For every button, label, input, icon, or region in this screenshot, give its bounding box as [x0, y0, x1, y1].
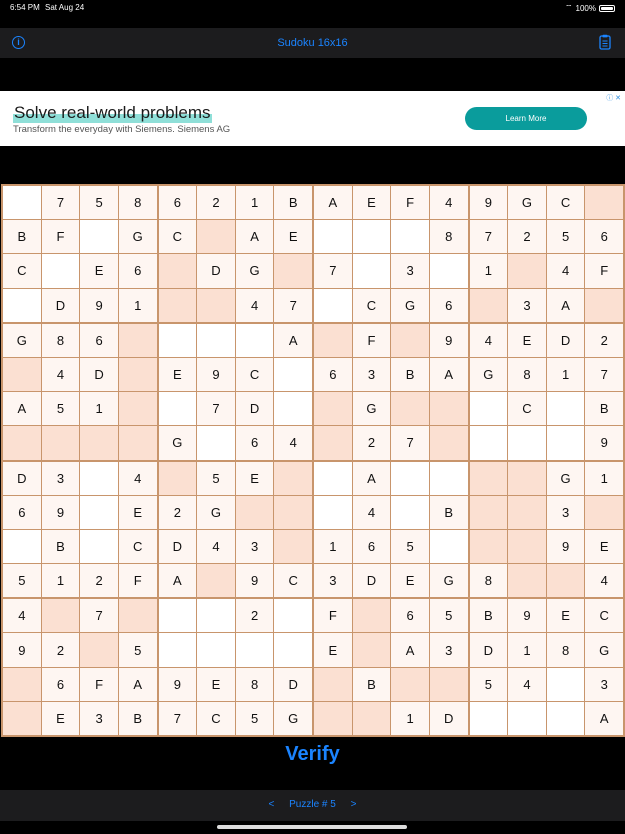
sudoku-cell[interactable]	[80, 633, 118, 666]
sudoku-cell[interactable]: 7	[274, 289, 312, 322]
sudoku-cell[interactable]: G	[197, 496, 235, 529]
sudoku-cell[interactable]: F	[391, 186, 429, 219]
sudoku-cell[interactable]: C	[159, 220, 197, 253]
sudoku-cell[interactable]: 2	[353, 426, 391, 459]
sudoku-cell[interactable]	[159, 462, 197, 495]
sudoku-cell[interactable]: 2	[42, 633, 80, 666]
sudoku-cell[interactable]	[274, 633, 312, 666]
sudoku-cell[interactable]: B	[119, 702, 157, 735]
sudoku-cell[interactable]: F	[585, 254, 623, 287]
sudoku-cell[interactable]: 5	[42, 392, 80, 425]
sudoku-cell[interactable]: 9	[585, 426, 623, 459]
sudoku-cell[interactable]: D	[547, 324, 585, 357]
sudoku-cell[interactable]: 9	[547, 530, 585, 563]
sudoku-cell[interactable]: 1	[314, 530, 352, 563]
sudoku-cell[interactable]: 4	[197, 530, 235, 563]
sudoku-cell[interactable]: 5	[391, 530, 429, 563]
sudoku-cell[interactable]: E	[197, 668, 235, 701]
sudoku-cell[interactable]	[391, 392, 429, 425]
sudoku-cell[interactable]: 1	[236, 186, 274, 219]
sudoku-cell[interactable]: 3	[391, 254, 429, 287]
sudoku-cell[interactable]	[3, 186, 41, 219]
sudoku-cell[interactable]: 6	[159, 186, 197, 219]
sudoku-cell[interactable]: 7	[197, 392, 235, 425]
sudoku-cell[interactable]: A	[547, 289, 585, 322]
sudoku-cell[interactable]	[3, 426, 41, 459]
sudoku-cell[interactable]: 5	[430, 599, 468, 632]
sudoku-cell[interactable]	[353, 599, 391, 632]
sudoku-cell[interactable]: 9	[508, 599, 546, 632]
sudoku-cell[interactable]: 5	[80, 186, 118, 219]
sudoku-cell[interactable]: C	[236, 358, 274, 391]
sudoku-cell[interactable]	[159, 599, 197, 632]
status-bar	[0, 0, 625, 16]
puzzle-label: Puzzle # 5	[289, 799, 336, 810]
sudoku-cell[interactable]: 8	[547, 633, 585, 666]
sudoku-cell[interactable]: G	[391, 289, 429, 322]
sudoku-cell[interactable]	[470, 289, 508, 322]
sudoku-cell[interactable]: 2	[197, 186, 235, 219]
sudoku-cell[interactable]: 4	[119, 462, 157, 495]
sudoku-cell[interactable]: 9	[3, 633, 41, 666]
verify-button[interactable]: Verify	[285, 743, 340, 765]
sudoku-cell[interactable]: A	[391, 633, 429, 666]
sudoku-cell[interactable]: 3	[508, 289, 546, 322]
sudoku-cell[interactable]: D	[80, 358, 118, 391]
sudoku-cell[interactable]: F	[80, 668, 118, 701]
sudoku-cell[interactable]: 7	[159, 702, 197, 735]
clipboard-icon[interactable]	[599, 34, 611, 50]
sudoku-cell[interactable]: D	[197, 254, 235, 287]
sudoku-cell[interactable]: D	[470, 633, 508, 666]
sudoku-cell[interactable]: 6	[236, 426, 274, 459]
sudoku-cell[interactable]	[159, 324, 197, 357]
battery-icon	[599, 5, 615, 12]
sudoku-cell[interactable]: 5	[197, 462, 235, 495]
status-right	[565, 3, 615, 13]
sudoku-cell[interactable]: 8	[119, 186, 157, 219]
sudoku-cell[interactable]	[430, 530, 468, 563]
sudoku-cell[interactable]: 6	[585, 220, 623, 253]
sudoku-cell[interactable]: D	[274, 668, 312, 701]
sudoku-cell[interactable]	[314, 496, 352, 529]
sudoku-cell[interactable]: G	[430, 564, 468, 597]
sudoku-cell[interactable]: 8	[430, 220, 468, 253]
sudoku-cell[interactable]: 7	[585, 358, 623, 391]
sudoku-cell[interactable]	[508, 702, 546, 735]
sudoku-cell[interactable]	[80, 220, 118, 253]
sudoku-cell[interactable]	[314, 462, 352, 495]
sudoku-cell[interactable]: C	[3, 254, 41, 287]
sudoku-cell[interactable]: 6	[430, 289, 468, 322]
sudoku-cell[interactable]: 6	[42, 668, 80, 701]
sudoku-cell[interactable]: 3	[42, 462, 80, 495]
sudoku-cell[interactable]: E	[314, 633, 352, 666]
sudoku-cell[interactable]: 9	[80, 289, 118, 322]
sudoku-cell[interactable]	[547, 564, 585, 597]
sudoku-cell[interactable]	[197, 564, 235, 597]
sudoku-cell[interactable]: 4	[508, 668, 546, 701]
sudoku-cell[interactable]	[391, 496, 429, 529]
sudoku-cell[interactable]	[274, 530, 312, 563]
sudoku-cell[interactable]: E	[585, 530, 623, 563]
sudoku-cell[interactable]: G	[585, 633, 623, 666]
sudoku-cell[interactable]	[391, 220, 429, 253]
sudoku-cell[interactable]: 6	[80, 324, 118, 357]
sudoku-cell[interactable]: B	[391, 358, 429, 391]
sudoku-cell[interactable]: D	[430, 702, 468, 735]
sudoku-cell[interactable]	[236, 496, 274, 529]
sudoku-cell[interactable]	[197, 426, 235, 459]
sudoku-cell[interactable]	[470, 496, 508, 529]
nav-bar	[0, 28, 625, 58]
sudoku-cell[interactable]: 4	[353, 496, 391, 529]
info-icon[interactable]: i	[12, 36, 25, 49]
sudoku-cell[interactable]: 2	[159, 496, 197, 529]
sudoku-cell[interactable]: 2	[508, 220, 546, 253]
sudoku-cell[interactable]	[547, 426, 585, 459]
sudoku-cell[interactable]: 1	[470, 254, 508, 287]
sudoku-cell[interactable]	[430, 668, 468, 701]
sudoku-cell[interactable]	[314, 426, 352, 459]
prev-puzzle-button[interactable]: <	[268, 799, 275, 810]
sudoku-cell[interactable]: B	[430, 496, 468, 529]
sudoku-cell[interactable]	[314, 289, 352, 322]
sudoku-cell[interactable]	[547, 392, 585, 425]
sudoku-cell[interactable]	[159, 289, 197, 322]
sudoku-cell[interactable]: 4	[236, 289, 274, 322]
sudoku-cell[interactable]	[470, 702, 508, 735]
sudoku-cell[interactable]	[353, 254, 391, 287]
sudoku-cell[interactable]: 7	[391, 426, 429, 459]
sudoku-cell[interactable]	[119, 426, 157, 459]
sudoku-cell[interactable]: C	[119, 530, 157, 563]
sudoku-cell[interactable]	[470, 392, 508, 425]
sudoku-cell[interactable]: A	[236, 220, 274, 253]
sudoku-cell[interactable]: 3	[353, 358, 391, 391]
sudoku-cell[interactable]	[159, 254, 197, 287]
sudoku-cell[interactable]: 4	[274, 426, 312, 459]
sudoku-cell[interactable]: 3	[547, 496, 585, 529]
sudoku-cell[interactable]	[353, 633, 391, 666]
sudoku-cell[interactable]	[430, 392, 468, 425]
sudoku-cell[interactable]: 9	[159, 668, 197, 701]
sudoku-cell[interactable]: F	[42, 220, 80, 253]
sudoku-cell[interactable]: G	[353, 392, 391, 425]
sudoku-cell[interactable]: A	[274, 324, 312, 357]
sudoku-cell[interactable]	[274, 254, 312, 287]
sudoku-cell[interactable]: 1	[547, 358, 585, 391]
adchoices-icon[interactable]: ⓘ ✕	[606, 95, 621, 102]
sudoku-cell[interactable]: A	[119, 668, 157, 701]
sudoku-cell[interactable]: B	[470, 599, 508, 632]
sudoku-cell[interactable]	[430, 426, 468, 459]
sudoku-cell[interactable]	[197, 633, 235, 666]
battery-percent: 100%	[575, 3, 596, 13]
ad-subtext: Transform the everyday with Siemens. Siemens AG	[13, 124, 231, 135]
sudoku-cell[interactable]: 8	[508, 358, 546, 391]
ad-banner[interactable]	[0, 91, 625, 146]
sudoku-cell[interactable]: C	[353, 289, 391, 322]
status-date: Sat Aug 24	[45, 3, 85, 12]
sudoku-cell[interactable]: F	[353, 324, 391, 357]
sudoku-cell[interactable]	[119, 599, 157, 632]
sudoku-cell[interactable]: G	[119, 220, 157, 253]
sudoku-cell[interactable]	[314, 702, 352, 735]
sudoku-cell[interactable]: E	[547, 599, 585, 632]
sudoku-cell[interactable]: 6	[119, 254, 157, 287]
sudoku-cell[interactable]: B	[353, 668, 391, 701]
sudoku-cell[interactable]: 9	[197, 358, 235, 391]
sudoku-cell[interactable]: B	[3, 220, 41, 253]
sudoku-cell[interactable]	[470, 530, 508, 563]
sudoku-cell[interactable]	[274, 496, 312, 529]
sudoku-cell[interactable]	[508, 426, 546, 459]
sudoku-cell[interactable]	[42, 254, 80, 287]
sudoku-cell[interactable]	[3, 702, 41, 735]
sudoku-cell[interactable]: A	[3, 392, 41, 425]
sudoku-cell[interactable]: 1	[80, 392, 118, 425]
sudoku-cell[interactable]: C	[197, 702, 235, 735]
sudoku-cell[interactable]: E	[80, 254, 118, 287]
sudoku-cell[interactable]	[353, 220, 391, 253]
sudoku-cell[interactable]	[197, 599, 235, 632]
sudoku-cell[interactable]: 6	[314, 358, 352, 391]
sudoku-cell[interactable]: 8	[42, 324, 80, 357]
sudoku-cell[interactable]: 6	[353, 530, 391, 563]
sudoku-cell[interactable]: G	[508, 186, 546, 219]
sudoku-cell[interactable]	[197, 220, 235, 253]
sudoku-cell[interactable]	[314, 392, 352, 425]
sudoku-cell[interactable]: 7	[314, 254, 352, 287]
sudoku-cell[interactable]: 7	[42, 186, 80, 219]
sudoku-cell[interactable]	[159, 392, 197, 425]
sudoku-cell[interactable]: E	[119, 496, 157, 529]
sudoku-cell[interactable]: 6	[391, 599, 429, 632]
sudoku-cell[interactable]	[236, 324, 274, 357]
sudoku-cell[interactable]	[391, 668, 429, 701]
sudoku-cell[interactable]: 8	[236, 668, 274, 701]
sudoku-cell[interactable]: A	[585, 702, 623, 735]
sudoku-cell[interactable]: F	[119, 564, 157, 597]
sudoku-cell[interactable]: D	[236, 392, 274, 425]
sudoku-cell[interactable]: B	[42, 530, 80, 563]
sudoku-cell[interactable]: 5	[236, 702, 274, 735]
sudoku-cell[interactable]: 4	[430, 186, 468, 219]
sudoku-cell[interactable]: C	[585, 599, 623, 632]
sudoku-cell[interactable]: E	[508, 324, 546, 357]
sudoku-cell[interactable]: 4	[547, 254, 585, 287]
sudoku-cell[interactable]: 1	[391, 702, 429, 735]
wifi-icon: ⌔	[565, 3, 573, 12]
sudoku-cell[interactable]	[314, 220, 352, 253]
sudoku-cell[interactable]: 9	[236, 564, 274, 597]
sudoku-cell[interactable]: G	[236, 254, 274, 287]
sudoku-cell[interactable]	[80, 496, 118, 529]
sudoku-board	[1, 184, 625, 737]
sudoku-cell[interactable]: A	[353, 462, 391, 495]
sudoku-cell[interactable]: E	[274, 220, 312, 253]
sudoku-cell[interactable]: B	[274, 186, 312, 219]
sudoku-cell[interactable]	[274, 599, 312, 632]
sudoku-cell[interactable]	[3, 358, 41, 391]
sudoku-cell[interactable]	[470, 426, 508, 459]
sudoku-cell[interactable]	[274, 392, 312, 425]
sudoku-cell[interactable]	[314, 324, 352, 357]
next-puzzle-button[interactable]: >	[350, 799, 357, 810]
sudoku-cell[interactable]: 3	[585, 668, 623, 701]
sudoku-cell[interactable]: 6	[3, 496, 41, 529]
sudoku-cell[interactable]: 8	[470, 564, 508, 597]
sudoku-cell[interactable]: A	[314, 186, 352, 219]
sudoku-cell[interactable]: 5	[470, 668, 508, 701]
sudoku-cell[interactable]: D	[3, 462, 41, 495]
sudoku-cell[interactable]: G	[3, 324, 41, 357]
sudoku-cell[interactable]	[470, 462, 508, 495]
sudoku-cell[interactable]: D	[159, 530, 197, 563]
sudoku-cell[interactable]: A	[159, 564, 197, 597]
sudoku-cell[interactable]: 2	[585, 324, 623, 357]
sudoku-cell[interactable]	[508, 496, 546, 529]
sudoku-cell[interactable]	[42, 426, 80, 459]
sudoku-cell[interactable]	[236, 633, 274, 666]
sudoku-cell[interactable]: A	[430, 358, 468, 391]
sudoku-cell[interactable]: D	[353, 564, 391, 597]
sudoku-cell[interactable]	[119, 392, 157, 425]
sudoku-cell[interactable]	[508, 530, 546, 563]
sudoku-cell[interactable]	[430, 462, 468, 495]
sudoku-cell[interactable]	[508, 254, 546, 287]
sudoku-cell[interactable]: 1	[508, 633, 546, 666]
sudoku-cell[interactable]: 5	[3, 564, 41, 597]
sudoku-cell[interactable]: 4	[3, 599, 41, 632]
sudoku-cell[interactable]	[585, 289, 623, 322]
sudoku-cell[interactable]	[585, 496, 623, 529]
sudoku-cell[interactable]: 2	[80, 564, 118, 597]
sudoku-cell[interactable]	[274, 358, 312, 391]
sudoku-cell[interactable]: G	[159, 426, 197, 459]
sudoku-cell[interactable]	[3, 289, 41, 322]
sudoku-cell[interactable]	[42, 599, 80, 632]
sudoku-cell[interactable]	[3, 668, 41, 701]
sudoku-cell[interactable]	[430, 254, 468, 287]
sudoku-cell[interactable]	[119, 324, 157, 357]
sudoku-cell[interactable]	[353, 702, 391, 735]
sudoku-cell[interactable]: 4	[585, 564, 623, 597]
sudoku-cell[interactable]: 5	[119, 633, 157, 666]
sudoku-cell[interactable]: 4	[470, 324, 508, 357]
sudoku-cell[interactable]	[508, 462, 546, 495]
sudoku-cell[interactable]: 7	[470, 220, 508, 253]
sudoku-cell[interactable]	[197, 324, 235, 357]
sudoku-cell[interactable]	[80, 462, 118, 495]
sudoku-cell[interactable]: 9	[470, 186, 508, 219]
sudoku-cell[interactable]: E	[159, 358, 197, 391]
puzzle-nav	[0, 799, 625, 810]
sudoku-cell[interactable]	[274, 462, 312, 495]
sudoku-cell[interactable]: C	[274, 564, 312, 597]
sudoku-cell[interactable]: C	[547, 186, 585, 219]
sudoku-cell[interactable]: G	[274, 702, 312, 735]
sudoku-cell[interactable]: 9	[42, 496, 80, 529]
sudoku-cell[interactable]: B	[585, 392, 623, 425]
sudoku-cell[interactable]: E	[353, 186, 391, 219]
sudoku-cell[interactable]: 3	[236, 530, 274, 563]
page-title: Sudoku 16x16	[277, 37, 348, 49]
sudoku-cell[interactable]: 3	[80, 702, 118, 735]
sudoku-cell[interactable]: 1	[42, 564, 80, 597]
sudoku-cell[interactable]: F	[314, 599, 352, 632]
sudoku-cell[interactable]	[547, 668, 585, 701]
sudoku-cell[interactable]: 9	[430, 324, 468, 357]
bottom-bar	[0, 790, 625, 821]
sudoku-cell[interactable]: 2	[236, 599, 274, 632]
ad-headline: Solve real-world problems	[14, 103, 211, 122]
sudoku-cell[interactable]	[391, 324, 429, 357]
sudoku-cell[interactable]	[585, 186, 623, 219]
sudoku-cell[interactable]	[3, 530, 41, 563]
sudoku-cell[interactable]: 4	[42, 358, 80, 391]
sudoku-cell[interactable]	[547, 702, 585, 735]
sudoku-cell[interactable]: E	[391, 564, 429, 597]
sudoku-cell[interactable]: 1	[585, 462, 623, 495]
sudoku-cell[interactable]: 3	[430, 633, 468, 666]
sudoku-cell[interactable]	[197, 289, 235, 322]
sudoku-cell[interactable]	[391, 462, 429, 495]
sudoku-cell[interactable]	[119, 358, 157, 391]
sudoku-cell[interactable]	[159, 633, 197, 666]
sudoku-cell[interactable]	[80, 530, 118, 563]
sudoku-cell[interactable]: 5	[547, 220, 585, 253]
sudoku-cell[interactable]: 7	[80, 599, 118, 632]
sudoku-cell[interactable]: 3	[314, 564, 352, 597]
sudoku-cell[interactable]: G	[470, 358, 508, 391]
sudoku-cell[interactable]	[80, 426, 118, 459]
sudoku-cell[interactable]: D	[42, 289, 80, 322]
home-indicator	[217, 825, 407, 829]
sudoku-cell[interactable]: 1	[119, 289, 157, 322]
sudoku-cell[interactable]: G	[547, 462, 585, 495]
sudoku-cell[interactable]: E	[42, 702, 80, 735]
sudoku-cell[interactable]: C	[508, 392, 546, 425]
status-time: 6:54 PM	[10, 3, 40, 12]
sudoku-cell[interactable]	[314, 668, 352, 701]
sudoku-cell[interactable]	[508, 564, 546, 597]
sudoku-cell[interactable]: E	[236, 462, 274, 495]
learn-more-button[interactable]: Learn More	[465, 107, 587, 130]
